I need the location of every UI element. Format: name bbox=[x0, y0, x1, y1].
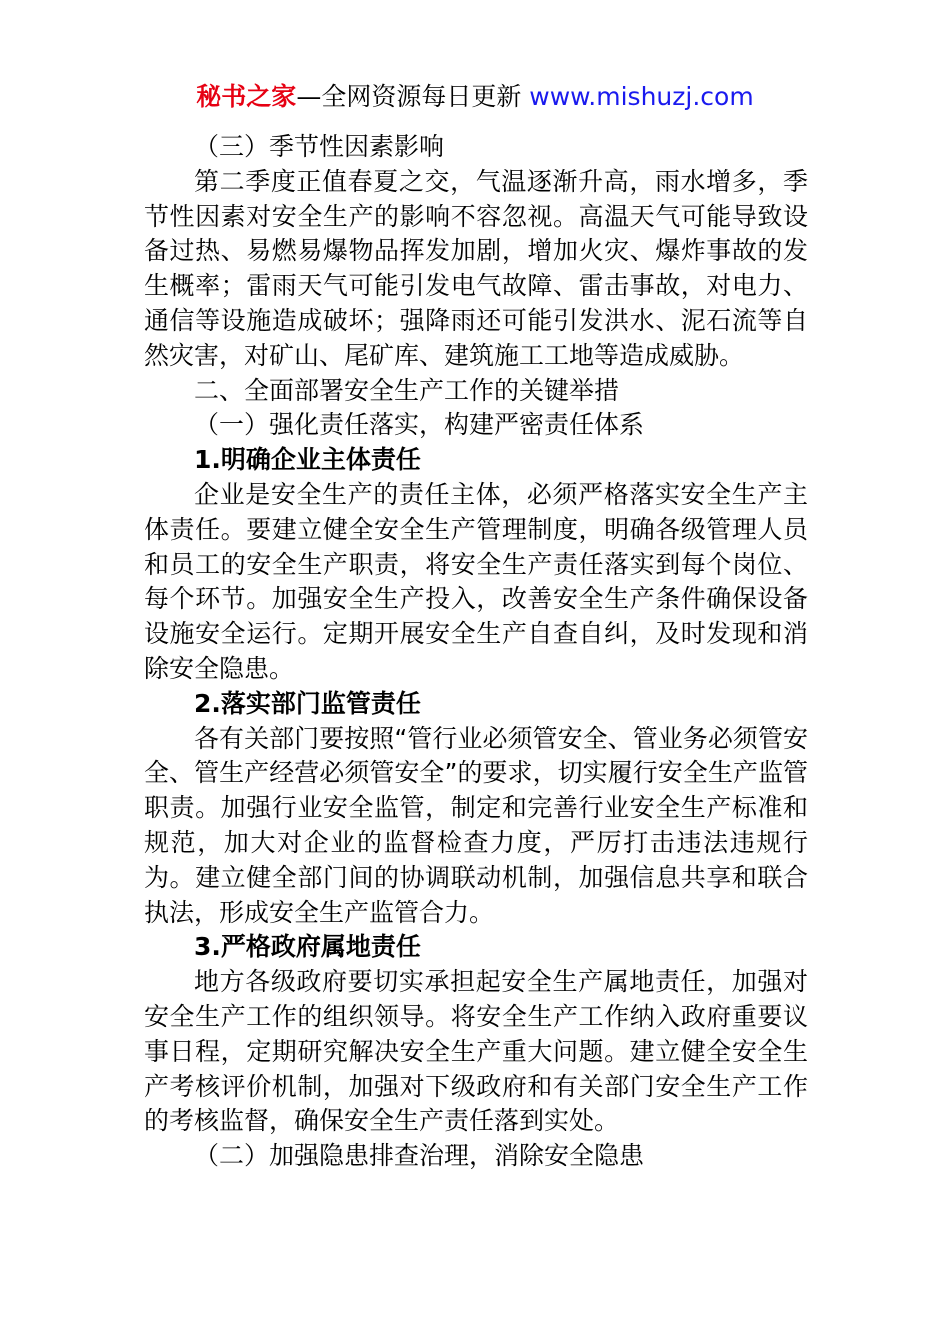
section-heading-key-measures: 二、全面部署安全生产工作的关键举措 bbox=[194, 375, 620, 405]
paragraph-enterprise: 企业是安全生产的责任主体，必须严格落实安全生产主体责任。要建立健全安全生产管理制度，明确各级管理人员和员工的安全生产职责，将安全生产责任落实到每个岗位、每个环节。加强安全生产投入，改善安全生产条件确保设备设施安全运行。定期开展安全生产自查自纠，及时发现和消除安全隐患。 bbox=[144, 479, 808, 683]
paragraph-department: 各有关部门要按照“管行业必须管安全、管业务必须管安全、管生产经营必须管安全”的要求，切实履行安全生产监管职责。加强行业安全监管，制定和完善行业安全生产标准和规范，加大对企业的监督检查力度，严厉打击违法违规行为。建立健全部门间的协调联动机制，加强信息共享和联合执法，形成安全生产监管合力。 bbox=[144, 723, 808, 927]
header-slogan: —全网资源每日更新 bbox=[296, 82, 530, 111]
section-heading-hazards: （二）加强隐患排查治理，消除安全隐患 bbox=[194, 1141, 645, 1171]
subheading-enterprise: 1.明确企业主体责任 bbox=[194, 445, 421, 475]
website-link[interactable]: www.mishuzj.com bbox=[529, 82, 754, 111]
document-body bbox=[144, 130, 808, 1174]
subheading-government: 3.严格政府属地责任 bbox=[194, 932, 421, 962]
brand-name: 秘书之家 bbox=[196, 82, 297, 111]
section-heading-seasonal: （三）季节性因素影响 bbox=[194, 132, 445, 161]
page-header bbox=[0, 80, 950, 114]
paragraph-seasonal: 第二季度正值春夏之交，气温逐渐升高，雨水增多，季节性因素对安全生产的影响不容忽视。高温天气可能导致设备过热、易燃易爆物品挥发加剧，增加火灾、爆炸事故的发生概率；雷雨天气可能引发电气故障、雷击事故，对电力、通信等设施造成破坏；强降雨还可能引发洪水、泥石流等自然灾害，对矿山、尾矿库、建筑施工工地等造成威胁。 bbox=[144, 166, 808, 370]
paragraph-government: 地方各级政府要切实承担起安全生产属地责任，加强对安全生产工作的组织领导。将安全生产工作纳入政府重要议事日程，定期研究解决安全生产重大问题。建立健全安全生产考核评价机制，加强对下级政府和有关部门安全生产工作的考核监督，确保安全生产责任落到实处。 bbox=[144, 967, 808, 1136]
section-heading-responsibility: （一）强化责任落实，构建严密责任体系 bbox=[194, 410, 645, 440]
subheading-department: 2.落实部门监管责任 bbox=[194, 688, 421, 718]
